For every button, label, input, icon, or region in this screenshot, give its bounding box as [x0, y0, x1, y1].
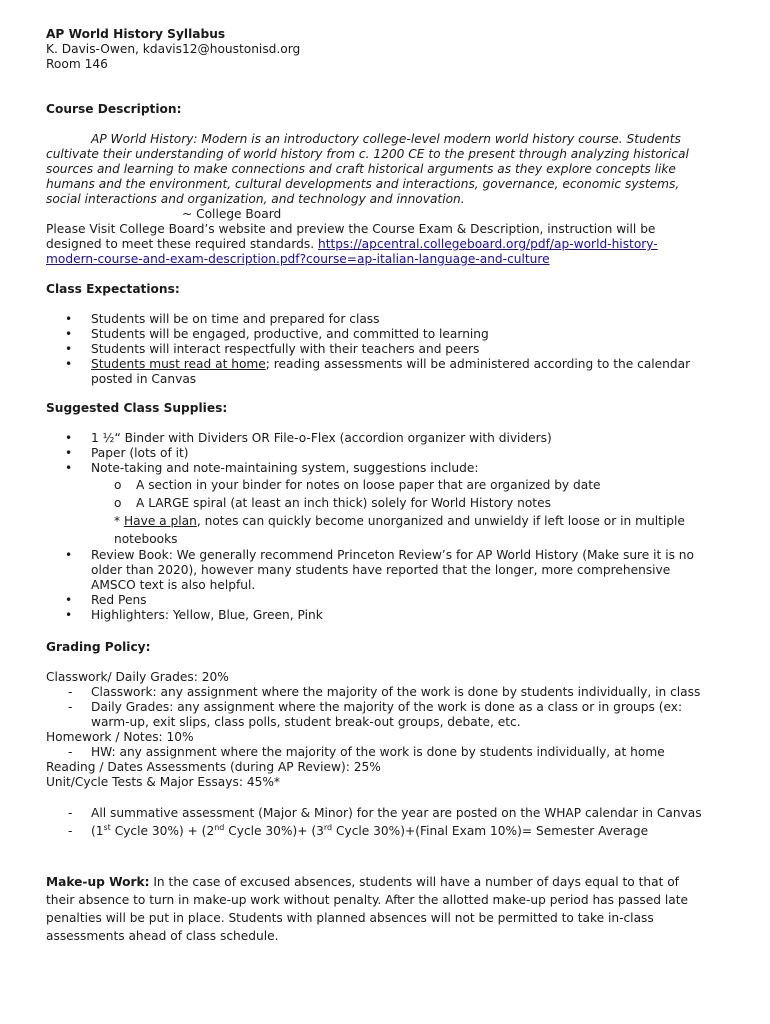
bullet-icon: •	[65, 608, 73, 622]
list-item: • 1 ½“ Binder with Dividers OR File-o-Flex (accordion organizer with dividers)	[65, 431, 552, 445]
ced-link[interactable]: https://apcentral.collegeboard.org/pdf/ap-world-history-	[318, 237, 658, 251]
quote-line: humans and the environment, cultural developments and interactions, governance, economic systems,	[46, 177, 680, 191]
quote-line: sources and learning to make connections and craft historical arguments as they explore concepts like	[46, 162, 676, 176]
list-item: - Classwork: any assignment where the majority of the work is done by students individually, in class	[68, 685, 701, 699]
bullet-icon: •	[65, 593, 73, 607]
homework-weight: Homework / Notes: 10%	[46, 730, 194, 744]
visit-line-text: designed to meet these required standards.	[46, 237, 318, 251]
tests-list	[46, 804, 736, 840]
dash-icon: -	[68, 745, 73, 759]
list-item: • Students will be engaged, productive, and committed to learning	[65, 327, 489, 341]
list-item: • Review Book: We generally recommend Princeton Review’s for AP World History (Make sure it is no older than 2020), however many students have reported that the longer, more comprehensive AMSCO text is also helpful.	[65, 548, 694, 592]
bullet-icon: •	[65, 461, 73, 475]
list-item: • Students will be on time and prepared for class	[65, 312, 380, 326]
list-item: - Daily Grades: any assignment where the majority of the work is done as a class or in groups (ex: warm-up, exit slips, class polls, student break-out groups, debate, etc.	[68, 700, 683, 729]
list-item: - HW: any assignment where the majority of the work is done by students individually, at home	[68, 745, 665, 759]
ced-link-continued[interactable]: modern-course-and-exam-description.pdf?course=ap-italian-language-and-culture	[46, 252, 550, 266]
grading-heading: Grading Policy:	[46, 640, 151, 654]
circle-bullet-icon: o	[114, 496, 122, 510]
list-item: • Students will interact respectfully with their teachers and peers	[65, 342, 480, 356]
visit-line: Please Visit College Board’s website and preview the Course Exam & Description, instruction will be	[46, 222, 656, 236]
visit-line-with-link	[46, 237, 736, 252]
homework-list	[46, 745, 736, 760]
course-description-quote	[46, 132, 736, 207]
class-expectations-heading: Class Expectations:	[46, 282, 180, 296]
supplies-heading: Suggested Class Supplies:	[46, 401, 228, 415]
plan-note: * Have a plan, notes can quickly become unorganized and unwieldy if left loose or in multiple notebooks	[114, 514, 685, 546]
list-item: o A LARGE spiral (at least an inch thick) solely for World History notes	[114, 496, 551, 510]
have-a-plan-emphasis: Have a plan	[123, 514, 197, 528]
teacher-contact: K. Davis-Owen, kdavis12@houstonisd.org	[46, 42, 301, 56]
tests-weight: Unit/Cycle Tests & Major Essays: 45%*	[46, 775, 281, 789]
bullet-icon: •	[65, 327, 73, 341]
classwork-weight: Classwork/ Daily Grades: 20%	[46, 670, 229, 684]
makeup-work-paragraph: Make-up Work: In the case of excused absences, students will have a number of days equal to that of their absence to turn in make-up work without penalty. After the allotted make-up period has passed late penalties will be put in place. Students with planned absences will not be permitted to take in-class assessments ahead of class schedule.	[46, 875, 689, 943]
syllabus-page	[46, 27, 736, 945]
list-item: - All summative assessment (Major & Minor) for the year are posted on the WHAP calendar in Canvas	[68, 806, 702, 820]
list-item: • Highlighters: Yellow, Blue, Green, Pink	[65, 608, 323, 622]
bullet-icon: •	[65, 446, 73, 460]
quote-line: social interactions and organization, and technology and innovation.	[46, 192, 465, 206]
quote-attribution: ~ College Board	[182, 207, 282, 221]
document-title: AP World History Syllabus	[46, 27, 226, 41]
read-at-home-emphasis: Students must read at home	[91, 357, 266, 371]
room-number: Room 146	[46, 57, 108, 71]
circle-bullet-icon: o	[114, 478, 122, 492]
list-item: o A section in your binder for notes on loose paper that are organized by date	[114, 478, 601, 492]
semester-formula: - (1st Cycle 30%) + (2nd Cycle 30%)+ (3rd Cycle 30%)+(Final Exam 10%)= Semester Average	[68, 822, 649, 838]
list-item: • Students must read at home; reading assessments will be administered according to the calendar posted in Canvas	[65, 357, 691, 386]
quote-line: AP World History: Modern is an introductory college-level modern world history course. Students	[91, 132, 681, 146]
bullet-icon: •	[65, 312, 73, 326]
quote-line: cultivate their understanding of world history from c. 1200 CE to the present through analyzing historical	[46, 147, 689, 161]
bullet-icon: •	[65, 431, 73, 445]
dash-icon: -	[68, 685, 73, 699]
dash-icon: -	[68, 700, 73, 714]
list-item: • Paper (lots of it)	[65, 446, 189, 460]
supplies-list	[46, 431, 736, 623]
bullet-icon: •	[65, 357, 73, 371]
notes-suggestions	[46, 476, 736, 512]
bullet-icon: •	[65, 548, 73, 562]
bullet-icon: •	[65, 342, 73, 356]
classwork-list	[46, 685, 736, 730]
reading-weight: Reading / Dates Assessments (during AP Review): 25%	[46, 760, 381, 774]
dash-icon: -	[68, 806, 73, 820]
list-item: • Note-taking and note-maintaining system, suggestions include: o A section in your binder for notes on loose paper that are organized by date o A LARGE spiral (at least an inch thick) solely for World History notes * Have a plan, notes can quickly become unorganized and unwieldy if left loose or in multiple notebooks	[46, 461, 736, 548]
list-item: • Red Pens	[65, 593, 147, 607]
makeup-work-label: Make-up Work:	[46, 875, 150, 889]
dash-icon: -	[68, 824, 73, 838]
expectations-list	[46, 312, 736, 387]
course-description-heading: Course Description:	[46, 102, 182, 116]
